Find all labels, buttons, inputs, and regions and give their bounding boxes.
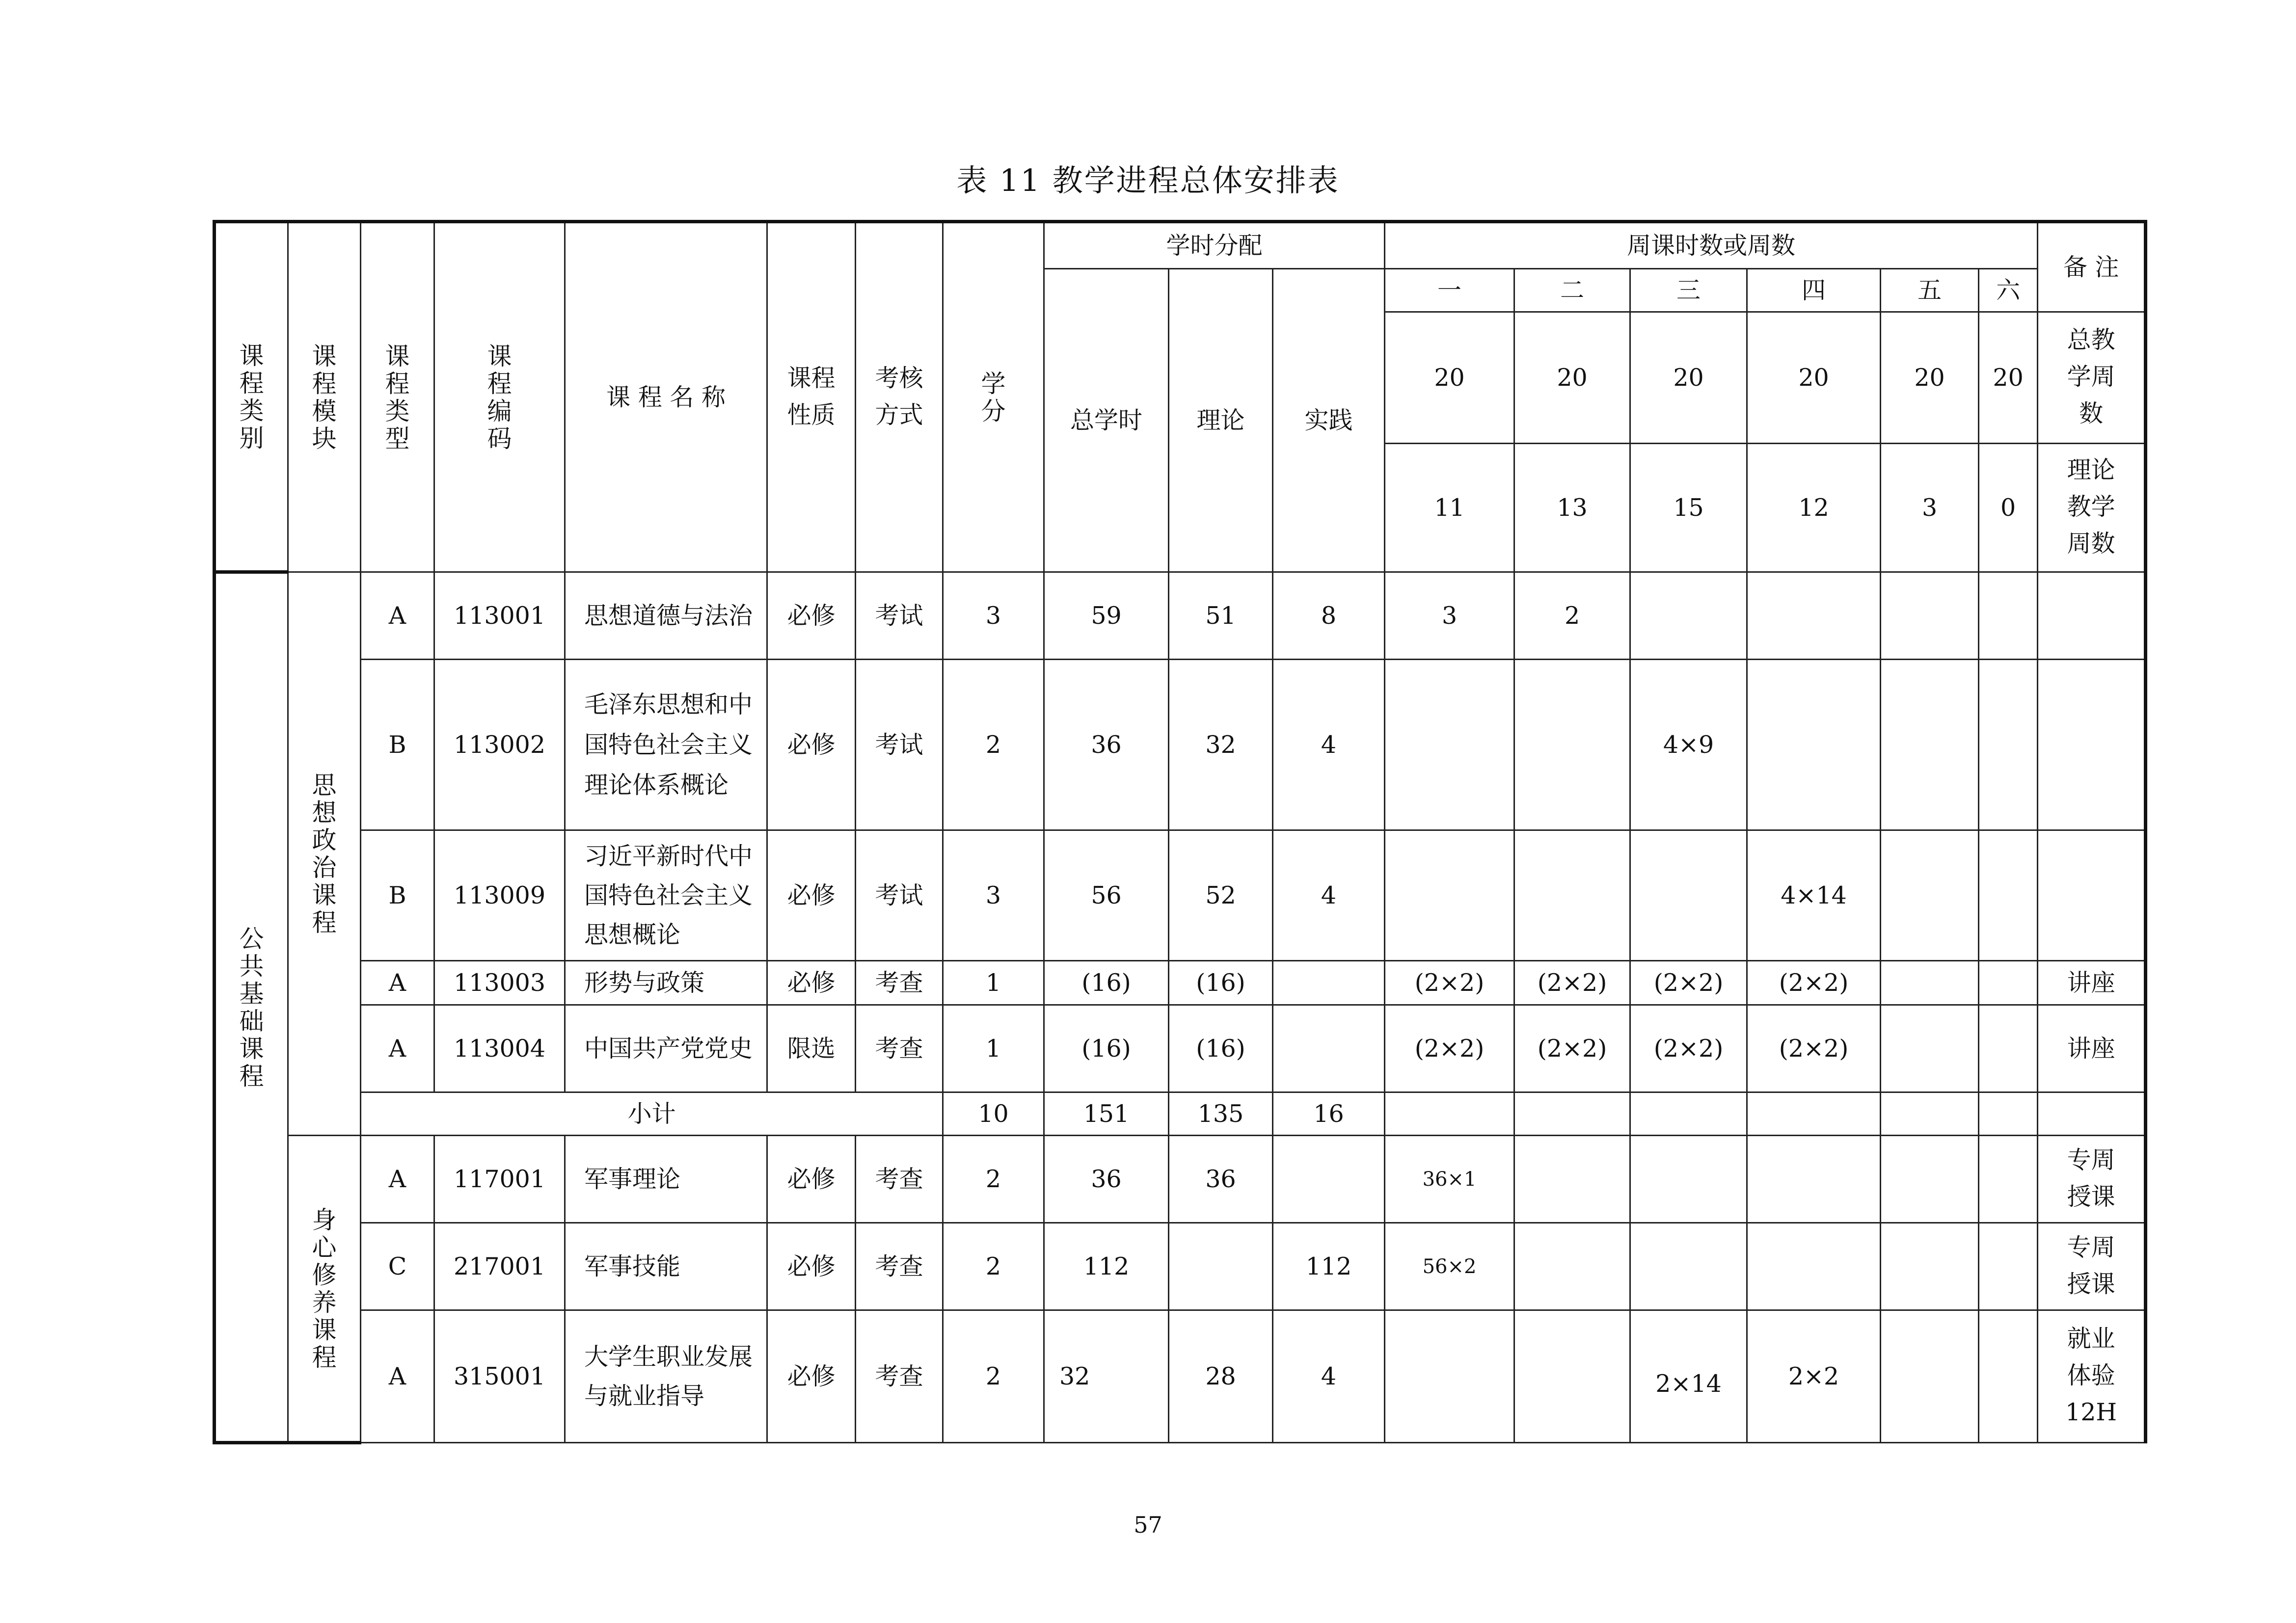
header-remark: 备 注 xyxy=(2038,222,2146,312)
course-practice-hours: 112 xyxy=(1273,1223,1385,1310)
header-semester-6: 六 xyxy=(1979,269,2038,312)
course-type: B xyxy=(361,830,434,961)
page-title: 表 11 教学进程总体安排表 xyxy=(956,162,1340,198)
semester-5-hours xyxy=(1881,1136,1979,1223)
course-theory-hours: 52 xyxy=(1169,830,1273,961)
category-public: 公共基础课程 xyxy=(215,572,288,1443)
course-remark: 讲座 xyxy=(2038,1005,2146,1092)
subtotal-theory-hours: 135 xyxy=(1169,1092,1273,1136)
header-theory: 理论 xyxy=(1169,269,1273,572)
semester-6-hours xyxy=(1979,1005,2038,1092)
theory-weeks-label: 理论教学周数 xyxy=(2038,444,2146,572)
semester-2-hours: 2 xyxy=(1514,572,1630,660)
table-row xyxy=(215,1223,2146,1310)
course-code: 113004 xyxy=(434,1005,565,1092)
theory-weeks-2: 13 xyxy=(1514,444,1630,572)
course-exam: 考查 xyxy=(856,1223,943,1310)
semester-2-hours xyxy=(1514,1223,1630,1310)
course-theory-hours: (16) xyxy=(1169,961,1273,1005)
semester-1-hours: (2×2) xyxy=(1385,1005,1514,1092)
subtotal-row xyxy=(215,1092,2146,1136)
course-theory-hours: 32 xyxy=(1169,660,1273,830)
subtotal-label: 小计 xyxy=(361,1092,943,1136)
theory-weeks-4: 12 xyxy=(1747,444,1881,572)
semester-5-hours xyxy=(1881,1005,1979,1092)
course-code: 113003 xyxy=(434,961,565,1005)
header-practice: 实践 xyxy=(1273,269,1385,572)
course-code: 315001 xyxy=(434,1310,565,1443)
course-exam: 考查 xyxy=(856,1310,943,1443)
header-type: 课程类型 xyxy=(361,222,434,572)
semester-3-hours xyxy=(1630,1136,1747,1223)
course-code: 217001 xyxy=(434,1223,565,1310)
course-name: 毛泽东思想和中国特色社会主义理论体系概论 xyxy=(565,660,767,830)
course-theory-hours xyxy=(1169,1223,1273,1310)
course-credit: 3 xyxy=(943,830,1044,961)
course-nature: 必修 xyxy=(767,1223,856,1310)
course-exam: 考试 xyxy=(856,572,943,660)
header-module: 课程模块 xyxy=(288,222,361,572)
table-row xyxy=(215,830,2146,961)
course-remark xyxy=(2038,830,2146,961)
semester-1-hours: 36×1 xyxy=(1385,1136,1514,1223)
course-code: 113009 xyxy=(434,830,565,961)
course-remark xyxy=(2038,572,2146,660)
header-semester-5: 五 xyxy=(1881,269,1979,312)
total-weeks-6: 20 xyxy=(1979,312,2038,444)
header-name: 课 程 名 称 xyxy=(565,222,767,572)
course-credit: 1 xyxy=(943,961,1044,1005)
course-credit: 1 xyxy=(943,1005,1044,1092)
course-remark: 专周授课 xyxy=(2038,1223,2146,1310)
course-type: A xyxy=(361,1005,434,1092)
total-weeks-3: 20 xyxy=(1630,312,1747,444)
course-practice-hours: 4 xyxy=(1273,830,1385,961)
theory-weeks-1: 11 xyxy=(1385,444,1514,572)
table-row xyxy=(215,961,2146,1005)
course-credit: 2 xyxy=(943,1310,1044,1443)
semester-1-hours: 56×2 xyxy=(1385,1223,1514,1310)
header-nature: 课程性质 xyxy=(767,222,856,572)
semester-2-hours xyxy=(1514,1136,1630,1223)
total-weeks-label: 总教学周数 xyxy=(2038,312,2146,444)
course-exam: 考试 xyxy=(856,830,943,961)
total-weeks-2: 20 xyxy=(1514,312,1630,444)
page-number: 57 xyxy=(1134,1512,1162,1538)
course-theory-hours: (16) xyxy=(1169,1005,1273,1092)
total-weeks-1: 20 xyxy=(1385,312,1514,444)
semester-6-hours xyxy=(1979,1136,2038,1223)
course-type: A xyxy=(361,961,434,1005)
semester-6-hours xyxy=(1979,1223,2038,1310)
subtotal-total-hours: 151 xyxy=(1044,1092,1169,1136)
subtotal-credit: 10 xyxy=(943,1092,1044,1136)
semester-2-hours xyxy=(1514,1310,1630,1443)
module-physical: 身心修养课程 xyxy=(288,1136,361,1443)
course-total-hours: (16) xyxy=(1044,1005,1169,1092)
semester-2-hours: (2×2) xyxy=(1514,1005,1630,1092)
header-credit: 学分 xyxy=(943,222,1044,572)
header-semester-3: 三 xyxy=(1630,269,1747,312)
course-practice-hours: 4 xyxy=(1273,1310,1385,1443)
total-weeks-4: 20 xyxy=(1747,312,1881,444)
semester-5-hours xyxy=(1881,1223,1979,1310)
course-exam: 考查 xyxy=(856,961,943,1005)
semester-6-hours xyxy=(1979,572,2038,660)
course-exam: 考试 xyxy=(856,660,943,830)
semester-3-hours xyxy=(1630,572,1747,660)
semester-3-hours: (2×2) xyxy=(1630,1005,1747,1092)
table-row xyxy=(215,572,2146,660)
course-code: 113002 xyxy=(434,660,565,830)
course-theory-hours: 28 xyxy=(1169,1310,1273,1443)
semester-4-hours: (2×2) xyxy=(1747,1005,1881,1092)
course-practice-hours: 8 xyxy=(1273,572,1385,660)
header-semester-1: 一 xyxy=(1385,269,1514,312)
course-total-hours: 112 xyxy=(1044,1223,1169,1310)
semester-5-hours xyxy=(1881,961,1979,1005)
table-row xyxy=(215,1310,2146,1443)
semester-6-hours xyxy=(1979,660,2038,830)
semester-4-hours: 2×2 xyxy=(1747,1310,1881,1443)
course-credit: 2 xyxy=(943,660,1044,830)
course-total-hours: 36 xyxy=(1044,1136,1169,1223)
course-code: 117001 xyxy=(434,1136,565,1223)
semester-2-hours xyxy=(1514,660,1630,830)
course-theory-hours: 36 xyxy=(1169,1136,1273,1223)
table-row xyxy=(215,1136,2146,1223)
course-name: 形势与政策 xyxy=(565,961,767,1005)
course-remark: 就业体验12H xyxy=(2038,1310,2146,1443)
course-practice-hours xyxy=(1273,1005,1385,1092)
course-remark xyxy=(2038,660,2146,830)
course-total-hours: 32 xyxy=(1044,1310,1169,1443)
course-credit: 2 xyxy=(943,1136,1044,1223)
course-name: 军事技能 xyxy=(565,1223,767,1310)
course-practice-hours xyxy=(1273,961,1385,1005)
header-semester-2: 二 xyxy=(1514,269,1630,312)
theory-weeks-5: 3 xyxy=(1881,444,1979,572)
semester-4-hours: (2×2) xyxy=(1747,961,1881,1005)
semester-6-hours xyxy=(1979,1310,2038,1443)
course-credit: 2 xyxy=(943,1223,1044,1310)
header-code: 课程编码 xyxy=(434,222,565,572)
course-name: 思想道德与法治 xyxy=(565,572,767,660)
semester-4-hours xyxy=(1747,1136,1881,1223)
course-type: B xyxy=(361,660,434,830)
course-nature: 必修 xyxy=(767,1136,856,1223)
course-type: A xyxy=(361,1136,434,1223)
table-row xyxy=(215,1005,2146,1092)
theory-weeks-3: 15 xyxy=(1630,444,1747,572)
total-weeks-5: 20 xyxy=(1881,312,1979,444)
semester-1-hours: 3 xyxy=(1385,572,1514,660)
subtotal-practice-hours: 16 xyxy=(1273,1092,1385,1136)
course-nature: 必修 xyxy=(767,1310,856,1443)
course-nature: 必修 xyxy=(767,830,856,961)
semester-5-hours xyxy=(1881,572,1979,660)
course-nature: 限选 xyxy=(767,1005,856,1092)
course-exam: 考查 xyxy=(856,1136,943,1223)
schedule-table xyxy=(213,220,2147,1444)
theory-weeks-6: 0 xyxy=(1979,444,2038,572)
course-type: A xyxy=(361,1310,434,1443)
course-total-hours: 56 xyxy=(1044,830,1169,961)
course-name: 军事理论 xyxy=(565,1136,767,1223)
semester-2-hours xyxy=(1514,830,1630,961)
course-total-hours: 59 xyxy=(1044,572,1169,660)
course-nature: 必修 xyxy=(767,961,856,1005)
semester-4-hours xyxy=(1747,660,1881,830)
course-practice-hours: 4 xyxy=(1273,660,1385,830)
header-exam: 考核方式 xyxy=(856,222,943,572)
semester-4-hours xyxy=(1747,1223,1881,1310)
course-remark: 讲座 xyxy=(2038,961,2146,1005)
semester-3-hours: (2×2) xyxy=(1630,961,1747,1005)
semester-6-hours xyxy=(1979,961,2038,1005)
semester-3-hours: 4×9 xyxy=(1630,660,1747,830)
semester-1-hours xyxy=(1385,1310,1514,1443)
semester-6-hours xyxy=(1979,830,2038,961)
course-practice-hours xyxy=(1273,1136,1385,1223)
semester-1-hours xyxy=(1385,660,1514,830)
header-total-hours: 总学时 xyxy=(1044,269,1169,572)
table-row xyxy=(215,660,2146,830)
header-hours-group: 学时分配 xyxy=(1044,222,1385,269)
course-total-hours: 36 xyxy=(1044,660,1169,830)
course-remark: 专周授课 xyxy=(2038,1136,2146,1223)
semester-3-hours xyxy=(1630,1223,1747,1310)
semester-2-hours: (2×2) xyxy=(1514,961,1630,1005)
course-code: 113001 xyxy=(434,572,565,660)
semester-1-hours xyxy=(1385,830,1514,961)
course-total-hours: (16) xyxy=(1044,961,1169,1005)
semester-5-hours xyxy=(1881,830,1979,961)
course-theory-hours: 51 xyxy=(1169,572,1273,660)
course-type: A xyxy=(361,572,434,660)
semester-5-hours xyxy=(1881,660,1979,830)
header-weeks-group: 周课时数或周数 xyxy=(1385,222,2038,269)
semester-3-hours: 2×14 xyxy=(1630,1310,1747,1443)
course-nature: 必修 xyxy=(767,660,856,830)
semester-4-hours: 4×14 xyxy=(1747,830,1881,961)
semester-3-hours xyxy=(1630,830,1747,961)
header-semester-4: 四 xyxy=(1747,269,1881,312)
course-credit: 3 xyxy=(943,572,1044,660)
semester-5-hours xyxy=(1881,1310,1979,1443)
semester-1-hours: (2×2) xyxy=(1385,961,1514,1005)
course-nature: 必修 xyxy=(767,572,856,660)
module-political: 思想政治课程 xyxy=(288,572,361,1136)
course-type: C xyxy=(361,1223,434,1310)
header-category: 课程类别 xyxy=(215,222,288,572)
course-name: 中国共产党党史 xyxy=(565,1005,767,1092)
course-name: 习近平新时代中国特色社会主义思想概论 xyxy=(565,830,767,961)
course-name: 大学生职业发展与就业指导 xyxy=(565,1310,767,1443)
semester-4-hours xyxy=(1747,572,1881,660)
course-exam: 考查 xyxy=(856,1005,943,1092)
